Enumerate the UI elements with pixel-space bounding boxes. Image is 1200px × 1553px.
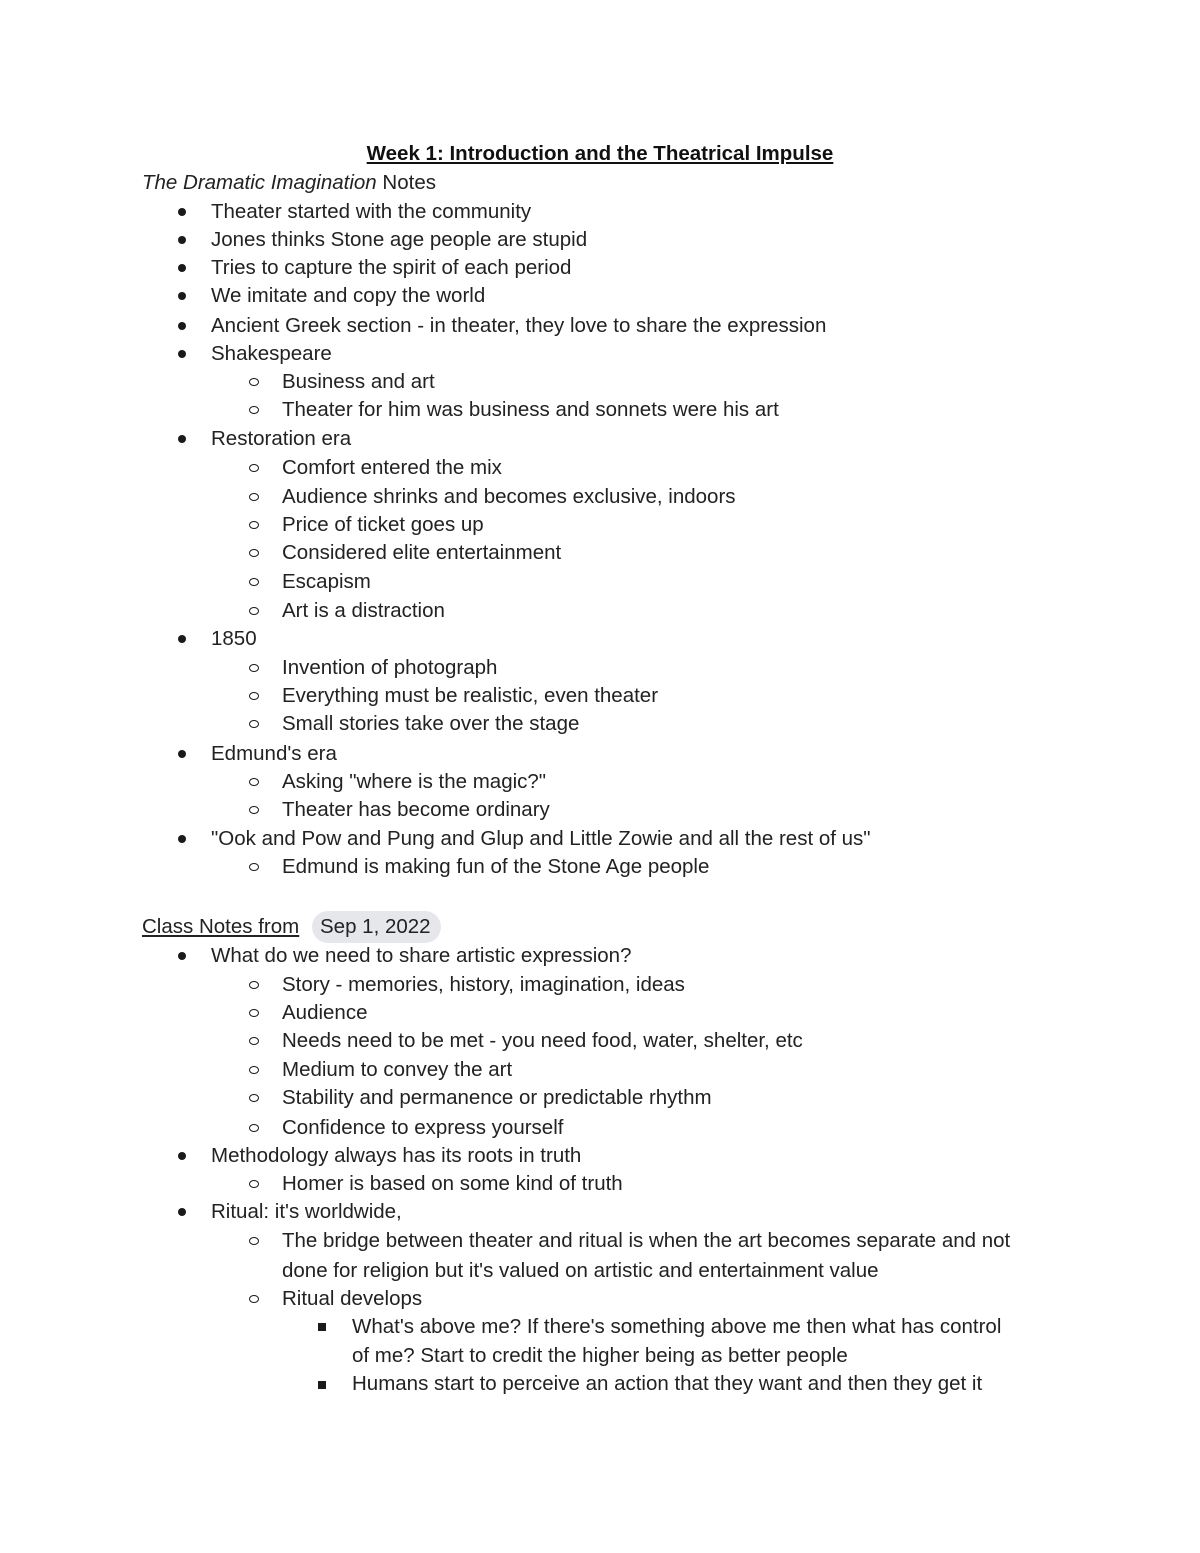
circle-bullet-icon [249, 806, 259, 814]
list-subitem: Audience [282, 1001, 368, 1024]
list-subitem: Confidence to express yourself [282, 1116, 564, 1139]
list-item: We imitate and copy the world [211, 284, 486, 307]
bullet-icon [178, 635, 186, 643]
square-bullet-icon [318, 1381, 326, 1389]
bullet-icon [178, 264, 186, 272]
bullet-icon [178, 435, 186, 443]
list-item: Theater started with the community [211, 200, 532, 223]
date-chip[interactable]: Sep 1, 2022 [312, 911, 441, 943]
circle-bullet-icon [249, 406, 259, 414]
list-item: Jones thinks Stone age people are stupid [211, 228, 588, 251]
bullet-icon [178, 208, 186, 216]
list-subitem: Audience shrinks and becomes exclusive, indoors [282, 485, 736, 508]
list-item: What do we need to share artistic expression? [211, 944, 632, 967]
circle-bullet-icon [249, 981, 259, 989]
circle-bullet-icon [249, 493, 259, 501]
circle-bullet-icon [249, 720, 259, 728]
list-item: Edmund's era [211, 742, 337, 765]
circle-bullet-icon [249, 692, 259, 700]
list-subitem: Ritual develops [282, 1287, 423, 1310]
list-item: Ancient Greek section - in theater, they love to share the expression [211, 314, 827, 337]
circle-bullet-icon [249, 464, 259, 472]
list-subitem: Invention of photograph [282, 656, 498, 679]
bullet-icon [178, 835, 186, 843]
list-item: 1850 [211, 627, 257, 650]
list-subsubitem-continued: of me? Start to credit the higher being as better people [352, 1344, 848, 1367]
circle-bullet-icon [249, 1009, 259, 1017]
circle-bullet-icon [249, 778, 259, 786]
list-subitem: Considered elite entertainment [282, 541, 562, 564]
bullet-icon [178, 350, 186, 358]
circle-bullet-icon [249, 549, 259, 557]
circle-bullet-icon [249, 1094, 259, 1102]
bullet-icon [178, 322, 186, 330]
list-item: Methodology always has its roots in truth [211, 1144, 582, 1167]
list-item: "Ook and Pow and Pung and Glup and Little Zowie and all the rest of us" [211, 827, 871, 850]
list-subitem: Everything must be realistic, even theater [282, 684, 659, 707]
list-subitem: Asking "where is the magic?" [282, 770, 547, 793]
section-heading-dramatic-imagination [142, 169, 436, 197]
list-subitem-continued: done for religion but it's valued on artistic and entertainment value [282, 1259, 879, 1282]
list-item: Ritual: it's worldwide, [211, 1200, 402, 1223]
list-item: Restoration era [211, 427, 352, 450]
book-title: The Dramatic Imagination [142, 171, 377, 194]
list-subitem: Small stories take over the stage [282, 712, 580, 735]
list-subitem: Price of ticket goes up [282, 513, 484, 536]
circle-bullet-icon [249, 1037, 259, 1045]
circle-bullet-icon [249, 1237, 259, 1245]
list-subsubitem: Humans start to perceive an action that they want and then they get it [352, 1372, 983, 1395]
bullet-icon [178, 1208, 186, 1216]
circle-bullet-icon [249, 1066, 259, 1074]
circle-bullet-icon [249, 521, 259, 529]
circle-bullet-icon [249, 1295, 259, 1303]
page-title: Week 1: Introduction and the Theatrical Impulse [366, 142, 834, 165]
bullet-icon [178, 292, 186, 300]
list-subsubitem: What's above me? If there's something above me then what has control [352, 1315, 1002, 1338]
section-heading-class-notes: Class Notes from [142, 915, 300, 938]
list-subitem: The bridge between theater and ritual is when the art becomes separate and not [282, 1229, 1011, 1252]
list-subitem: Homer is based on some kind of truth [282, 1172, 623, 1195]
list-item: Shakespeare [211, 342, 332, 365]
list-subitem: Escapism [282, 570, 371, 593]
bullet-icon [178, 236, 186, 244]
bullet-icon [178, 750, 186, 758]
circle-bullet-icon [249, 1180, 259, 1188]
list-subitem: Edmund is making fun of the Stone Age people [282, 855, 710, 878]
circle-bullet-icon [249, 578, 259, 586]
circle-bullet-icon [249, 607, 259, 615]
list-subitem: Medium to convey the art [282, 1058, 513, 1081]
list-subitem: Comfort entered the mix [282, 456, 502, 479]
list-subitem: Business and art [282, 370, 435, 393]
list-item: Tries to capture the spirit of each period [211, 256, 572, 279]
bullet-icon [178, 952, 186, 960]
list-subitem: Stability and permanence or predictable rhythm [282, 1086, 712, 1109]
list-subitem: Art is a distraction [282, 599, 445, 622]
list-subitem: Theater has become ordinary [282, 798, 550, 821]
circle-bullet-icon [249, 378, 259, 386]
list-subitem: Needs need to be met - you need food, water, shelter, etc [282, 1029, 803, 1052]
list-subitem: Story - memories, history, imagination, ideas [282, 973, 685, 996]
list-subitem: Theater for him was business and sonnets were his art [282, 398, 779, 421]
heading-suffix: Notes [376, 171, 436, 194]
circle-bullet-icon [249, 664, 259, 672]
circle-bullet-icon [249, 863, 259, 871]
bullet-icon [178, 1152, 186, 1160]
square-bullet-icon [318, 1323, 326, 1331]
circle-bullet-icon [249, 1124, 259, 1132]
